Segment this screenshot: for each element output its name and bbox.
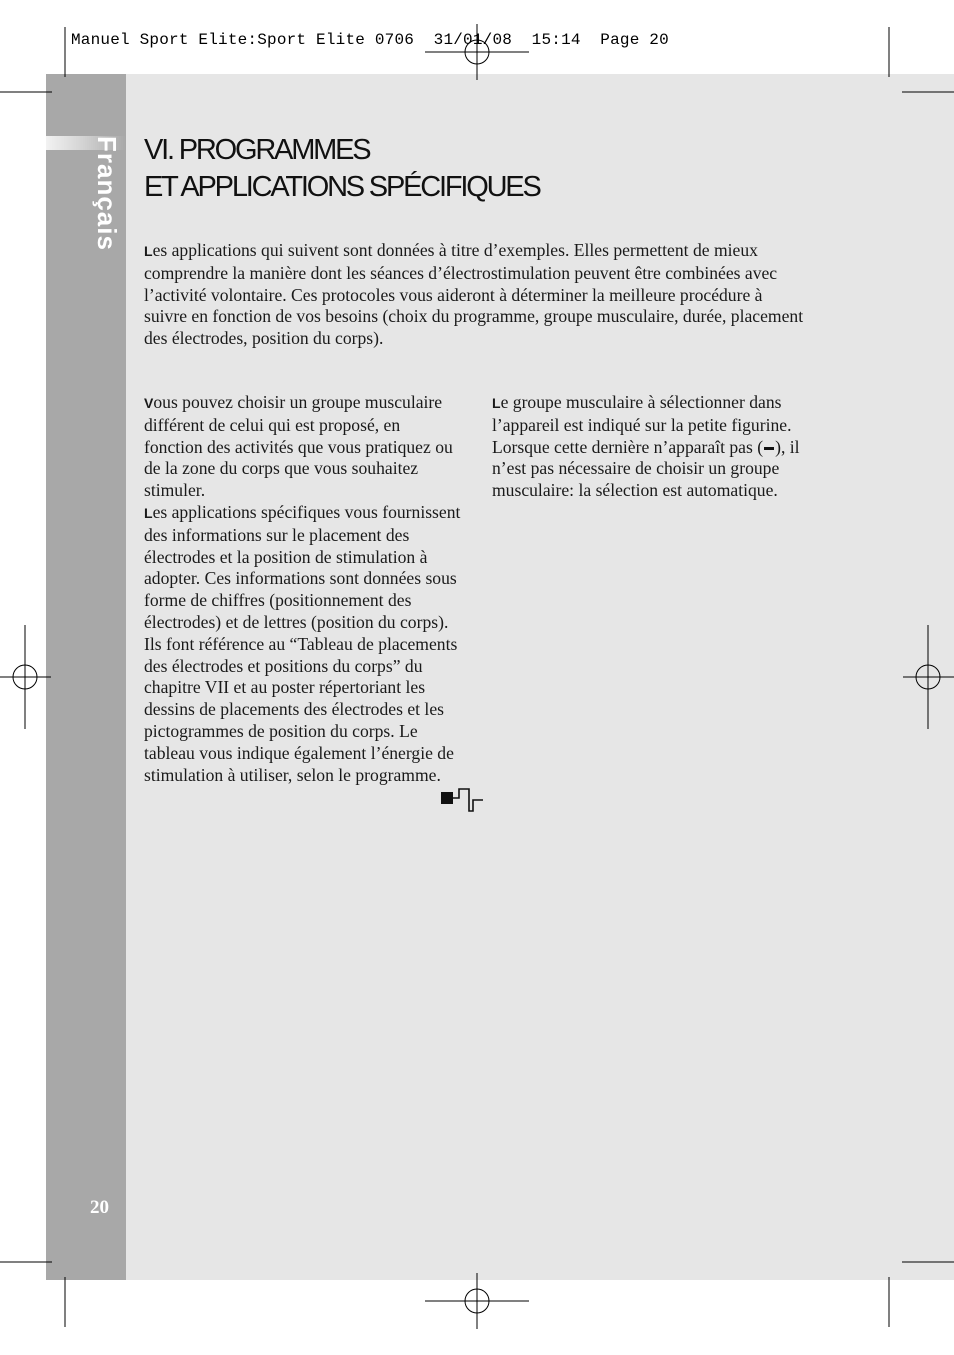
paragraph-3-text-before: e groupe musculaire à sélectionner dans l’appareil est indiqué sur la petite figurine. Lorsque cette dernière n’apparaît pas ( [492, 392, 792, 457]
registration-mark-icon [903, 625, 954, 729]
paragraph-1-text: ous pouvez choisir un groupe musculaire différent de celui qui est proposé, en fonction des activités que vous pratiquez ou de la zone du corps que vous souhaitez stimuler. [144, 392, 453, 501]
print-slug-line: Manuel Sport Elite:Sport Elite 0706 31/01/08 15:14 Page 20 [71, 31, 669, 49]
crop-mark-icon [889, 27, 954, 92]
paragraph-2-text: es applications spécifiques vous fournissent des informations sur le placement des électrodes et la position de stimulation à adopter. Ces informations sont données sous forme de chiffres (positionnement des électrodes) et de lettres (position du corps). Ils font référence au “Tableau de placements des électrodes et positions du corps” du chapitre VII et au poster répertoriant les dessins de placements des électrodes et les pictogrammes de position du corps. Le tableau vous indique également l’énergie de stimulation à utiliser, selon le programme. [144, 501, 461, 785]
crop-mark-icon [889, 1262, 954, 1327]
page-title-line-1: VI. PROGRAMMES [144, 134, 370, 166]
page-title-line-2: ET APPLICATIONS SPÉCIFIQUES [144, 171, 540, 203]
page-number: 20 [90, 1197, 109, 1218]
registration-mark-icon [425, 1273, 529, 1329]
registration-mark-icon [0, 625, 51, 729]
paragraph-1-initial: V [144, 395, 154, 411]
crop-mark-icon [0, 27, 65, 92]
paragraph-2-initial: L [144, 504, 153, 521]
paragraph-3-text-after: ), il n’est pas nécessaire de choisir un groupe musculaire: la sélection est automatique. [492, 436, 800, 501]
crop-mark-icon [0, 1262, 65, 1327]
intro-initial: L [144, 243, 153, 259]
registration-mark-icon [425, 24, 529, 80]
language-tab: Français [92, 136, 122, 251]
intro-text: es applications qui suivent sont données à titre d’exemples. Elles permettent de mieux comprendre la manière dont les séances d’électrostimulation peuvent être combinées avec l’activité volontaire. Ces protocoles vous aideront à déterminer la meilleure procédure à suivre en fonction de vos besoins (choix du programme, groupe musculaire, durée, placement des électrodes, position du corps). [144, 240, 804, 349]
paragraph-3-initial: L [492, 395, 501, 411]
